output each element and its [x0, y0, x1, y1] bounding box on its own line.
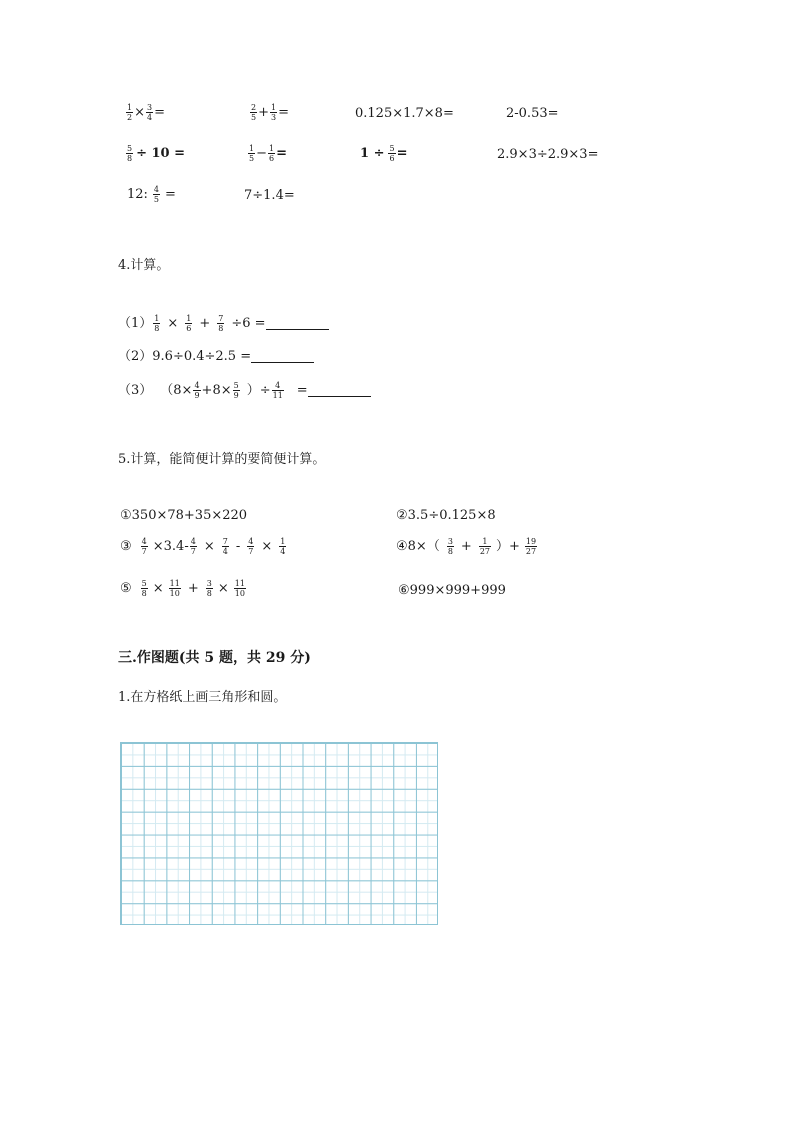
- answer-blank[interactable]: [251, 350, 314, 363]
- fraction: $\frac{5}{8}$: [127, 144, 133, 164]
- fraction: $\frac{4}{5}$: [153, 185, 160, 205]
- fraction: $\frac{11}{10}$: [234, 579, 245, 599]
- fraction: $\frac{1}{4}$: [280, 537, 286, 557]
- expr-r2-c: 1 ÷ $\frac{5}{6}$ =: [360, 144, 408, 164]
- fraction: $\frac{1}{8}$: [154, 314, 160, 334]
- fraction: $\frac{3}{4}$: [147, 103, 153, 123]
- expr-r2-a: $\frac{5}{8}$ ÷ 10 =: [127, 144, 186, 164]
- expr-r2-d: 2.9×3÷2.9×3=: [497, 147, 599, 162]
- fraction: $\frac{4}{7}$: [190, 537, 196, 557]
- fraction: $\frac{1}{6}$: [186, 314, 192, 334]
- fraction: $\frac{7}{4}$: [222, 537, 228, 557]
- fraction: $\frac{4}{7}$: [141, 537, 147, 557]
- fraction: $\frac{1}{5}$: [249, 144, 255, 164]
- expr-r3-b: 7÷1.4=: [244, 188, 295, 203]
- fraction: $\frac{11}{10}$: [169, 579, 180, 599]
- fraction: $\frac{19}{27}$: [525, 537, 537, 557]
- fraction: $\frac{4}{9}$: [194, 381, 200, 401]
- expr-r1-a: $\frac{1}{2}$ × $\frac{3}{4}$ =: [127, 103, 165, 123]
- fraction: $\frac{5}{9}$: [233, 381, 239, 401]
- q4-item-1: （1） $\frac{1}{8}$ × $\frac{1}{6}$ + $\frac{7}{8}$ ÷6 =: [118, 314, 329, 333]
- q5-title: 5.计算，能简便计算的要简便计算。: [118, 452, 326, 467]
- fraction: $\frac{3}{8}$: [206, 579, 212, 599]
- drawing-question-1: 1.在方格纸上画三角形和圆。: [118, 690, 287, 705]
- fraction: $\frac{7}{8}$: [218, 314, 224, 334]
- fraction: $\frac{5}{6}$: [389, 144, 395, 164]
- expr-r1-b: $\frac{2}{5}$ + $\frac{1}{3}$ =: [251, 103, 289, 123]
- q5-item-2: ②3.5÷0.125×8: [396, 508, 496, 523]
- q4-title: 4.计算。: [118, 258, 170, 273]
- fraction: $\frac{5}{8}$: [141, 579, 147, 599]
- expr-r1-d: 2-0.53=: [506, 106, 559, 121]
- answer-blank[interactable]: [308, 384, 371, 397]
- q4-item-3: （3） （8× $\frac{4}{9}$ +8× $\frac{5}{9}$ ）÷ $\frac{4}{11}$ =: [118, 381, 371, 400]
- fraction: $\frac{4}{7}$: [248, 537, 254, 557]
- section-heading: 三.作图题(共 5 题，共 29 分): [118, 650, 311, 666]
- expr-r2-b: $\frac{1}{5}$ − $\frac{1}{6}$ =: [249, 144, 287, 164]
- expr-r3-a: 12: $\frac{4}{5}$ =: [127, 185, 176, 205]
- answer-blank[interactable]: [266, 317, 329, 330]
- fraction: $\frac{2}{5}$: [251, 103, 257, 123]
- fraction: $\frac{1}{3}$: [271, 103, 277, 123]
- q5-item-6: ⑥999×999+999: [398, 583, 506, 598]
- fraction: $\frac{1}{6}$: [269, 144, 275, 164]
- expr-r1-c: 0.125×1.7×8=: [355, 106, 454, 121]
- q4-item-2: （2）9.6÷0.4÷2.5 =: [118, 350, 314, 363]
- fraction: $\frac{1}{27}$: [479, 537, 491, 557]
- fraction: $\frac{3}{8}$: [447, 537, 453, 557]
- q5-item-1: ①350×78+35×220: [120, 508, 248, 523]
- fraction: $\frac{4}{11}$: [272, 381, 283, 401]
- graph-paper-grid[interactable]: [120, 742, 438, 925]
- q5-item-5: ⑤ $\frac{5}{8}$ × $\frac{11}{10}$ + $\frac{3}{8}$ × $\frac{11}{10}$: [120, 579, 245, 599]
- q5-item-3: ③ $\frac{4}{7}$ ×3.4- $\frac{4}{7}$ × $\frac{7}{4}$ - $\frac{4}{7}$ × $\frac{1}{4}$: [120, 537, 286, 557]
- q5-item-4: ④8×（ $\frac{3}{8}$ + $\frac{1}{27}$ ）+ $\frac{19}{27}$: [396, 537, 537, 557]
- fraction: $\frac{1}{2}$: [127, 103, 133, 123]
